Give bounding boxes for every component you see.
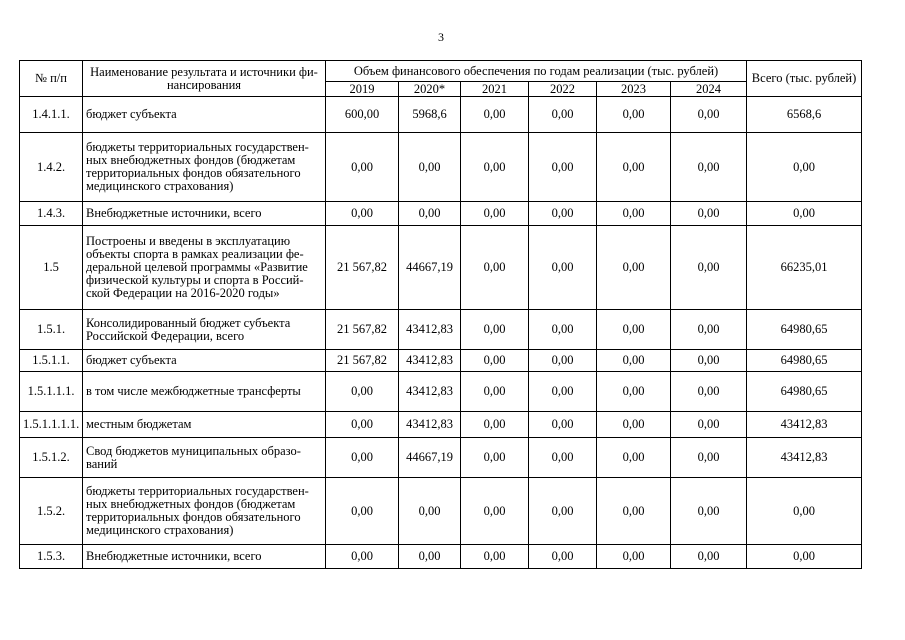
value-cell: 0,00 [399, 202, 461, 226]
table-row [20, 478, 862, 545]
row-number: 1.5.1. [20, 310, 83, 350]
value-cell: 0,00 [461, 97, 529, 133]
total-cell: 64980,65 [747, 372, 862, 412]
row-name: бюджет субъекта [83, 97, 326, 133]
row-number: 1.5.1.1.1. [20, 372, 83, 412]
value-cell: 44667,19 [399, 226, 461, 310]
value-cell: 0,00 [461, 545, 529, 569]
value-cell: 43412,83 [399, 310, 461, 350]
row-number: 1.4.3. [20, 202, 83, 226]
value-cell: 0,00 [461, 202, 529, 226]
value-cell: 0,00 [529, 310, 597, 350]
header-year: 2024 [671, 82, 747, 97]
header-year: 2022 [529, 82, 597, 97]
value-cell: 0,00 [399, 545, 461, 569]
row-name: бюджет субъекта [83, 350, 326, 372]
value-cell: 5968,6 [399, 97, 461, 133]
header-total: Всего (тыс. рублей) [747, 61, 862, 97]
header-name: Наименование результата и источники фи-нансирования [83, 61, 326, 97]
value-cell: 0,00 [671, 350, 747, 372]
row-number: 1.5.1.2. [20, 438, 83, 478]
value-cell: 43412,83 [399, 412, 461, 438]
row-number: 1.5.1.1. [20, 350, 83, 372]
page-number: 3 [438, 30, 444, 44]
value-cell: 44667,19 [399, 438, 461, 478]
row-name: бюджеты территориальных государствен-ных внебюджетных фондов (бюджетам территориальных фондов обязательного медицинского страхования) [83, 133, 326, 202]
table-row [20, 438, 862, 478]
row-number: 1.5.2. [20, 478, 83, 545]
row-name: Внебюджетные источники, всего [83, 545, 326, 569]
header-year: 2021 [461, 82, 529, 97]
table-row [20, 310, 862, 350]
header-year: 2020* [399, 82, 461, 97]
total-cell: 43412,83 [747, 438, 862, 478]
value-cell: 0,00 [326, 202, 399, 226]
row-name: Консолидированный бюджет субъекта Российской Федерации, всего [83, 310, 326, 350]
table-row [20, 226, 862, 310]
total-cell: 64980,65 [747, 310, 862, 350]
value-cell: 0,00 [326, 133, 399, 202]
value-cell: 0,00 [671, 478, 747, 545]
total-cell: 64980,65 [747, 350, 862, 372]
value-cell: 0,00 [529, 372, 597, 412]
value-cell: 0,00 [529, 438, 597, 478]
value-cell: 21 567,82 [326, 226, 399, 310]
budget-table [19, 60, 862, 569]
value-cell: 21 567,82 [326, 350, 399, 372]
value-cell: 0,00 [461, 350, 529, 372]
value-cell: 0,00 [461, 372, 529, 412]
value-cell: 0,00 [529, 202, 597, 226]
value-cell: 0,00 [461, 226, 529, 310]
value-cell: 0,00 [529, 545, 597, 569]
value-cell: 0,00 [399, 133, 461, 202]
header-year: 2019 [326, 82, 399, 97]
value-cell: 0,00 [597, 438, 671, 478]
value-cell: 0,00 [326, 478, 399, 545]
total-cell: 66235,01 [747, 226, 862, 310]
value-cell: 0,00 [597, 372, 671, 412]
table-row [20, 412, 862, 438]
value-cell: 0,00 [597, 545, 671, 569]
header-years-group: Объем финансового обеспечения по годам реализации (тыс. рублей) [326, 61, 747, 82]
header-num: № п/п [20, 61, 83, 97]
value-cell: 0,00 [529, 412, 597, 438]
value-cell: 0,00 [529, 133, 597, 202]
value-cell: 0,00 [597, 133, 671, 202]
value-cell: 0,00 [597, 310, 671, 350]
total-cell: 43412,83 [747, 412, 862, 438]
row-name: Свод бюджетов муниципальных образо-ваний [83, 438, 326, 478]
value-cell: 0,00 [529, 350, 597, 372]
value-cell: 0,00 [461, 310, 529, 350]
table-row [20, 372, 862, 412]
value-cell: 0,00 [597, 478, 671, 545]
total-cell: 0,00 [747, 202, 862, 226]
value-cell: 0,00 [597, 350, 671, 372]
value-cell: 0,00 [399, 478, 461, 545]
value-cell: 0,00 [326, 545, 399, 569]
row-number: 1.4.1.1. [20, 97, 83, 133]
value-cell: 0,00 [671, 133, 747, 202]
value-cell: 0,00 [529, 97, 597, 133]
value-cell: 0,00 [671, 438, 747, 478]
value-cell: 0,00 [671, 310, 747, 350]
table-row [20, 133, 862, 202]
header-year: 2023 [597, 82, 671, 97]
value-cell: 0,00 [597, 226, 671, 310]
row-name: Построены и введены в эксплуатацию объекты спорта в рамках реализации фе-деральной целевой программы «Развитие физической культуры и спорта в Россий-ской Федерации на 2016-2020 годы» [83, 226, 326, 310]
value-cell: 0,00 [597, 412, 671, 438]
row-name: в том числе межбюджетные трансферты [83, 372, 326, 412]
table-row [20, 202, 862, 226]
row-name: бюджеты территориальных государствен-ных внебюджетных фондов (бюджетам территориальных фондов обязательного медицинского страхования) [83, 478, 326, 545]
value-cell: 0,00 [326, 412, 399, 438]
value-cell: 600,00 [326, 97, 399, 133]
value-cell: 0,00 [671, 226, 747, 310]
table-row [20, 350, 862, 372]
total-cell: 6568,6 [747, 97, 862, 133]
value-cell: 43412,83 [399, 350, 461, 372]
value-cell: 0,00 [597, 97, 671, 133]
value-cell: 0,00 [671, 372, 747, 412]
row-name: Внебюджетные источники, всего [83, 202, 326, 226]
value-cell: 0,00 [529, 478, 597, 545]
value-cell: 0,00 [326, 372, 399, 412]
value-cell: 0,00 [461, 412, 529, 438]
value-cell: 0,00 [461, 438, 529, 478]
value-cell: 0,00 [461, 478, 529, 545]
table-row [20, 545, 862, 569]
row-number: 1.5 [20, 226, 83, 310]
value-cell: 0,00 [529, 226, 597, 310]
row-number: 1.4.2. [20, 133, 83, 202]
row-number: 1.5.1.1.1.1. [20, 412, 83, 438]
value-cell: 21 567,82 [326, 310, 399, 350]
total-cell: 0,00 [747, 133, 862, 202]
value-cell: 0,00 [461, 133, 529, 202]
total-cell: 0,00 [747, 478, 862, 545]
value-cell: 0,00 [671, 545, 747, 569]
total-cell: 0,00 [747, 545, 862, 569]
value-cell: 0,00 [326, 438, 399, 478]
table-row [20, 97, 862, 133]
value-cell: 0,00 [671, 202, 747, 226]
value-cell: 43412,83 [399, 372, 461, 412]
row-name: местным бюджетам [83, 412, 326, 438]
row-number: 1.5.3. [20, 545, 83, 569]
value-cell: 0,00 [597, 202, 671, 226]
value-cell: 0,00 [671, 412, 747, 438]
value-cell: 0,00 [671, 97, 747, 133]
